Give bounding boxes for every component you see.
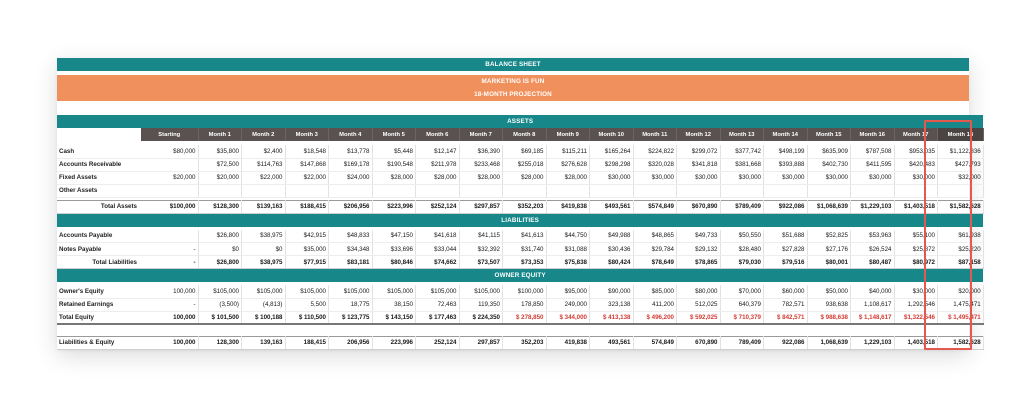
cell-value: $80,846 <box>372 256 416 269</box>
row-label: Total Equity <box>57 311 141 324</box>
cell-value: 1,403,518 <box>894 336 938 349</box>
row-label: Accounts Receivable <box>57 158 141 171</box>
cell-value: $28,000 <box>459 171 503 184</box>
cell-value: $5,448 <box>372 145 416 158</box>
cell-value: $51,688 <box>764 230 808 243</box>
cell-value: $24,000 <box>329 171 373 184</box>
cell-value: $34,348 <box>329 243 373 256</box>
cell-value: 72,463 <box>416 298 460 311</box>
table-row <box>57 184 983 197</box>
cell-value: $20,000 <box>198 171 242 184</box>
cell-value: $28,480 <box>720 243 764 256</box>
cell-value: $85,000 <box>633 285 677 298</box>
column-header: Month 11 <box>633 128 677 141</box>
cell-value: $28,000 <box>372 171 416 184</box>
cell-value: $1,068,639 <box>807 200 851 213</box>
cell-value: $ 100,188 <box>242 311 286 324</box>
cell-value: $27,828 <box>764 243 808 256</box>
sheet-title: BALANCE SHEET <box>57 58 969 71</box>
cell-value: $77,915 <box>285 256 329 269</box>
cell-value: 938,638 <box>807 298 851 311</box>
cell-value: $105,000 <box>242 285 286 298</box>
cell-value: $276,628 <box>546 158 590 171</box>
cell-value: $2,400 <box>242 145 286 158</box>
cell-value: $ 344,000 <box>546 311 590 324</box>
cell-value: $31,088 <box>546 243 590 256</box>
cell-value: 1,068,639 <box>807 336 851 349</box>
cell-value: $105,000 <box>285 285 329 298</box>
cell-value: $922,086 <box>764 200 808 213</box>
cell-value: 574,849 <box>633 336 677 349</box>
cell-value <box>546 184 590 197</box>
row-label: Cash <box>57 145 141 158</box>
row-label: Total Liabilities <box>57 256 141 269</box>
cell-value <box>503 184 547 197</box>
cell-value: $80,000 <box>141 145 198 158</box>
cell-value: 1,229,103 <box>851 336 895 349</box>
cell-value <box>285 184 329 197</box>
cell-value: $100,000 <box>141 200 198 213</box>
cell-value: $44,750 <box>546 230 590 243</box>
cell-value: $ 278,850 <box>503 311 547 324</box>
cell-value: $ 1,495,471 <box>938 311 984 324</box>
cell-value: $ 224,350 <box>459 311 503 324</box>
cell-value: $32,000 <box>938 171 984 184</box>
column-header: Month 3 <box>285 128 329 141</box>
cell-value: $69,185 <box>503 145 547 158</box>
cell-value: $79,030 <box>720 256 764 269</box>
cell-value: 789,409 <box>720 336 764 349</box>
column-header: Month 15 <box>807 128 851 141</box>
cell-value: 128,300 <box>198 336 242 349</box>
cell-value: $36,390 <box>459 145 503 158</box>
cell-value: $75,838 <box>546 256 590 269</box>
cell-value: $42,915 <box>285 230 329 243</box>
column-header: Month 2 <box>242 128 286 141</box>
cell-value: $29,132 <box>677 243 721 256</box>
column-header: Month 1 <box>198 128 242 141</box>
column-header: Month 10 <box>590 128 634 141</box>
cell-value: 493,561 <box>590 336 634 349</box>
column-header: Month 6 <box>416 128 460 141</box>
cell-value: $206,956 <box>329 200 373 213</box>
cell-value: $1,122,836 <box>938 145 984 158</box>
cell-value <box>720 184 764 197</box>
cell-value: $70,000 <box>720 285 764 298</box>
section-assets: ASSETS <box>57 115 983 128</box>
cell-value: 223,996 <box>372 336 416 349</box>
cell-value: 188,415 <box>285 336 329 349</box>
cell-value: $38,975 <box>242 230 286 243</box>
cell-value: $ 413,138 <box>590 311 634 324</box>
cell-value <box>764 184 808 197</box>
projection-subtitle: 18-MONTH PROJECTION <box>57 88 969 101</box>
cell-value: $52,825 <box>807 230 851 243</box>
cell-value: $29,784 <box>633 243 677 256</box>
balance-sheet <box>57 58 981 350</box>
cell-value: (4,813) <box>242 298 286 311</box>
cell-value <box>141 158 198 171</box>
cell-value: $50,550 <box>720 230 764 243</box>
cell-value: $352,203 <box>503 200 547 213</box>
cell-value: $169,178 <box>329 158 373 171</box>
cell-value: 18,775 <box>329 298 373 311</box>
cell-value: $40,000 <box>851 285 895 298</box>
cell-value: $22,000 <box>242 171 286 184</box>
cell-value: $105,000 <box>459 285 503 298</box>
cell-value: 1,292,546 <box>894 298 938 311</box>
cell-value: $90,000 <box>590 285 634 298</box>
cell-value <box>459 184 503 197</box>
cell-value: $381,668 <box>720 158 764 171</box>
cell-value: $35,800 <box>198 145 242 158</box>
cell-value: $79,516 <box>764 256 808 269</box>
cell-value <box>894 184 938 197</box>
cell-value: $0 <box>242 243 286 256</box>
table-row <box>57 145 983 158</box>
cell-value: $80,001 <box>807 256 851 269</box>
cell-value: $419,838 <box>546 200 590 213</box>
cell-value: $789,409 <box>720 200 764 213</box>
cell-value: $48,833 <box>329 230 373 243</box>
cell-value: $27,176 <box>807 243 851 256</box>
row-label: Notes Payable <box>57 243 141 256</box>
cell-value: $26,524 <box>851 243 895 256</box>
column-header: Month 12 <box>677 128 721 141</box>
cell-value: 297,857 <box>459 336 503 349</box>
row-label: Fixed Assets <box>57 171 141 184</box>
cell-value: $574,849 <box>633 200 677 213</box>
cell-value: 419,838 <box>546 336 590 349</box>
cell-value: $ 592,025 <box>677 311 721 324</box>
cell-value: $1,322,546 <box>894 311 938 324</box>
cell-value: $26,800 <box>198 256 242 269</box>
column-header: Month 9 <box>546 128 590 141</box>
cell-value: $30,000 <box>894 171 938 184</box>
cell-value: $115,211 <box>546 145 590 158</box>
cell-value <box>633 184 677 197</box>
cell-value: $393,888 <box>764 158 808 171</box>
cell-value: $30,000 <box>720 171 764 184</box>
cell-value: $48,865 <box>633 230 677 243</box>
cell-value: $ 110,500 <box>285 311 329 324</box>
cell-value: $128,300 <box>198 200 242 213</box>
cell-value: 206,956 <box>329 336 373 349</box>
cell-value: $377,742 <box>720 145 764 158</box>
column-header: Month 16 <box>851 128 895 141</box>
cell-value: 5,500 <box>285 298 329 311</box>
cell-value: $22,000 <box>285 171 329 184</box>
cell-value: $47,150 <box>372 230 416 243</box>
cell-value: $30,000 <box>764 171 808 184</box>
cell-value: $1,229,103 <box>851 200 895 213</box>
cell-value: $87,158 <box>938 256 984 269</box>
cell-value: $31,740 <box>503 243 547 256</box>
cell-value: 100,000 <box>141 336 198 349</box>
cell-value: $30,000 <box>807 171 851 184</box>
cell-value: - <box>141 243 198 256</box>
cell-value: 1,582,628 <box>938 336 984 349</box>
cell-value <box>198 184 242 197</box>
cell-value: $635,909 <box>807 145 851 158</box>
cell-value: $420,483 <box>894 158 938 171</box>
cell-value: 411,200 <box>633 298 677 311</box>
cell-value: $297,857 <box>459 200 503 213</box>
cell-value: $0 <box>198 243 242 256</box>
cell-value: $30,436 <box>590 243 634 256</box>
cell-value: $298,298 <box>590 158 634 171</box>
column-header: Starting <box>141 128 198 141</box>
cell-value: 38,150 <box>372 298 416 311</box>
cell-value: $ 710,379 <box>720 311 764 324</box>
cell-value: $30,000 <box>633 171 677 184</box>
cell-value: $32,392 <box>459 243 503 256</box>
column-header: Month 5 <box>372 128 416 141</box>
cell-value: $30,000 <box>851 171 895 184</box>
cell-value: $60,000 <box>764 285 808 298</box>
cell-value: $341,818 <box>677 158 721 171</box>
cell-value: 119,350 <box>459 298 503 311</box>
cell-value: $105,000 <box>372 285 416 298</box>
section-owner-equity: OWNER EQUITY <box>57 269 983 282</box>
cell-value <box>807 184 851 197</box>
table-row <box>57 243 983 256</box>
column-header: Month 7 <box>459 128 503 141</box>
cell-value <box>141 230 198 243</box>
cell-value: $41,613 <box>503 230 547 243</box>
cell-value: - <box>141 256 198 269</box>
cell-value: $1,403,518 <box>894 200 938 213</box>
cell-value: $30,000 <box>894 285 938 298</box>
table-row <box>57 256 983 269</box>
cell-value: $ 123,775 <box>329 311 373 324</box>
cell-value: $95,000 <box>546 285 590 298</box>
cell-value: $20,000 <box>938 285 984 298</box>
header-blank <box>57 128 141 141</box>
cell-value: $411,595 <box>851 158 895 171</box>
section-liabilities: LIABILITIES <box>57 214 983 227</box>
cell-value: $73,507 <box>459 256 503 269</box>
cell-value: $1,582,628 <box>938 200 984 213</box>
cell-value: 782,571 <box>764 298 808 311</box>
cell-value: 252,124 <box>416 336 460 349</box>
cell-value: 1,108,617 <box>851 298 895 311</box>
cell-value: $50,000 <box>807 285 851 298</box>
table-row <box>57 200 983 213</box>
cell-value: (3,500) <box>198 298 242 311</box>
cell-value: $78,649 <box>633 256 677 269</box>
table-row <box>57 311 983 324</box>
cell-value: $41,115 <box>459 230 503 243</box>
row-label: Accounts Payable <box>57 230 141 243</box>
table-row <box>57 230 983 243</box>
cell-value: $ 1,148,617 <box>851 311 895 324</box>
cell-value: $ 842,571 <box>764 311 808 324</box>
cell-value: $299,072 <box>677 145 721 158</box>
cell-value: 249,000 <box>546 298 590 311</box>
cell-value: $105,000 <box>329 285 373 298</box>
cell-value: 352,203 <box>503 336 547 349</box>
cell-value <box>242 184 286 197</box>
cell-value: $72,500 <box>198 158 242 171</box>
cell-value: $13,778 <box>329 145 373 158</box>
cell-value: $28,000 <box>416 171 460 184</box>
cell-value <box>851 184 895 197</box>
column-header: Month 4 <box>329 128 373 141</box>
cell-value: $28,000 <box>503 171 547 184</box>
cell-value: $12,147 <box>416 145 460 158</box>
cell-value: $25,220 <box>938 243 984 256</box>
cell-value: $498,199 <box>764 145 808 158</box>
cell-value: $190,548 <box>372 158 416 171</box>
cell-value: $953,035 <box>894 145 938 158</box>
company-name: MARKETING IS FUN <box>57 75 969 88</box>
cell-value: $28,000 <box>546 171 590 184</box>
column-header: Month 13 <box>720 128 764 141</box>
cell-value: $49,733 <box>677 230 721 243</box>
column-header: Month 8 <box>503 128 547 141</box>
cell-value: $223,996 <box>372 200 416 213</box>
cell-value <box>677 184 721 197</box>
table-row <box>57 171 983 184</box>
cell-value: $80,972 <box>894 256 938 269</box>
cell-value: $100,000 <box>503 285 547 298</box>
cell-value <box>590 184 634 197</box>
cell-value: $74,662 <box>416 256 460 269</box>
cell-value: $427,793 <box>938 158 984 171</box>
cell-value: $105,000 <box>198 285 242 298</box>
cell-value: $83,181 <box>329 256 373 269</box>
column-header-row <box>57 128 983 141</box>
cell-value: $211,978 <box>416 158 460 171</box>
table-row <box>57 298 983 311</box>
cell-value: - <box>141 298 198 311</box>
cell-value: $55,100 <box>894 230 938 243</box>
cell-value: $105,000 <box>416 285 460 298</box>
cell-value: $787,508 <box>851 145 895 158</box>
cell-value: $53,963 <box>851 230 895 243</box>
table-row <box>57 285 983 298</box>
cell-value: $188,415 <box>285 200 329 213</box>
cell-value <box>416 184 460 197</box>
cell-value <box>329 184 373 197</box>
balance-table <box>57 109 984 350</box>
row-label: Owner's Equity <box>57 285 141 298</box>
cell-value: 1,475,471 <box>938 298 984 311</box>
cell-value: $30,000 <box>677 171 721 184</box>
cell-value: 922,086 <box>764 336 808 349</box>
cell-value <box>141 184 198 197</box>
cell-value: 100,000 <box>141 311 198 324</box>
cell-value: $ 177,463 <box>416 311 460 324</box>
cell-value: $73,353 <box>503 256 547 269</box>
cell-value: $320,028 <box>633 158 677 171</box>
cell-value: 670,890 <box>677 336 721 349</box>
column-header: Month 14 <box>764 128 808 141</box>
cell-value: $41,618 <box>416 230 460 243</box>
column-header: Month 17 <box>894 128 938 141</box>
cell-value: $38,975 <box>242 256 286 269</box>
cell-value: $233,468 <box>459 158 503 171</box>
row-label: Total Assets <box>57 200 141 213</box>
cell-value: $ 988,638 <box>807 311 851 324</box>
cell-value: $80,487 <box>851 256 895 269</box>
cell-value: $26,800 <box>198 230 242 243</box>
table-row <box>57 336 983 349</box>
cell-value: $ 496,200 <box>633 311 677 324</box>
cell-value: $33,696 <box>372 243 416 256</box>
cell-value: $255,018 <box>503 158 547 171</box>
row-label: Other Assets <box>57 184 141 197</box>
cell-value <box>372 184 416 197</box>
cell-value: $224,822 <box>633 145 677 158</box>
cell-value: $78,865 <box>677 256 721 269</box>
cell-value: 323,138 <box>590 298 634 311</box>
cell-value: $ 101,500 <box>198 311 242 324</box>
cell-value: $80,424 <box>590 256 634 269</box>
column-header: Month 18 <box>938 128 984 141</box>
cell-value: 178,850 <box>503 298 547 311</box>
cell-value: $114,763 <box>242 158 286 171</box>
cell-value: $30,000 <box>590 171 634 184</box>
cell-value: $165,264 <box>590 145 634 158</box>
cell-value: $25,872 <box>894 243 938 256</box>
cell-value: $670,890 <box>677 200 721 213</box>
cell-value: $61,938 <box>938 230 984 243</box>
cell-value: $20,000 <box>141 171 198 184</box>
cell-value: $18,548 <box>285 145 329 158</box>
cell-value: $35,000 <box>285 243 329 256</box>
cell-value: $80,000 <box>677 285 721 298</box>
cell-value: $49,988 <box>590 230 634 243</box>
cell-value: 640,379 <box>720 298 764 311</box>
cell-value: $33,044 <box>416 243 460 256</box>
cell-value <box>938 184 984 197</box>
cell-value: $493,561 <box>590 200 634 213</box>
cell-value: $252,124 <box>416 200 460 213</box>
cell-value: 100,000 <box>141 285 198 298</box>
cell-value: $139,163 <box>242 200 286 213</box>
row-label: Liabilities & Equity <box>57 336 141 349</box>
row-label: Retained Earnings <box>57 298 141 311</box>
cell-value: 512,025 <box>677 298 721 311</box>
cell-value: $147,868 <box>285 158 329 171</box>
cell-value: 139,163 <box>242 336 286 349</box>
table-row <box>57 158 983 171</box>
cell-value: $ 143,150 <box>372 311 416 324</box>
cell-value: $402,730 <box>807 158 851 171</box>
